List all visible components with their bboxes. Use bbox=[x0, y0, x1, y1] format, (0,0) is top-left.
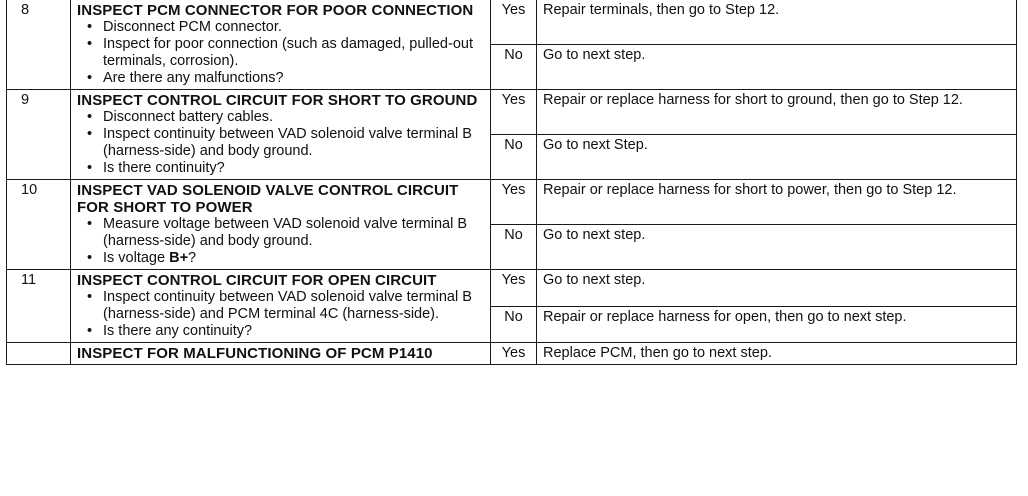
next-yes-action: Replace PCM, then go to next step. bbox=[537, 343, 1017, 365]
yes-action: Go to next step. bbox=[537, 270, 1017, 307]
step-title: INSPECT PCM CONNECTOR FOR POOR CONNECTION bbox=[77, 2, 474, 19]
no-label: No bbox=[491, 306, 537, 343]
no-action: Go to next step. bbox=[537, 45, 1017, 90]
yes-action: Repair terminals, then go to Step 12. bbox=[537, 0, 1017, 45]
step-number: 8 bbox=[7, 0, 71, 90]
bullet-item: • Disconnect PCM connector. bbox=[103, 19, 484, 36]
no-label: No bbox=[491, 45, 537, 90]
step-row-11 bbox=[7, 270, 1017, 307]
next-yes-label: Yes bbox=[491, 343, 537, 365]
step-bullets bbox=[77, 216, 484, 267]
step-title: INSPECT VAD SOLENOID VALVE CONTROL CIRCUIT FOR SHORT TO POWER bbox=[77, 182, 459, 216]
step-number: 9 bbox=[7, 90, 71, 180]
bullet-item: • Is there any continuity? bbox=[103, 323, 484, 340]
step-inspection-cell bbox=[71, 180, 491, 270]
yes-label: Yes bbox=[491, 0, 537, 45]
no-label: No bbox=[491, 225, 537, 270]
bullet-item bbox=[103, 250, 484, 267]
no-label: No bbox=[491, 135, 537, 180]
step-title: INSPECT CONTROL CIRCUIT FOR SHORT TO GROUND bbox=[77, 92, 478, 109]
no-action: Go to next step. bbox=[537, 225, 1017, 270]
step-bullets bbox=[77, 109, 484, 177]
bullet-text: Is voltage bbox=[103, 250, 170, 266]
yes-label: Yes bbox=[491, 90, 537, 135]
bullet-item: • Inspect continuity between VAD solenoid valve terminal B (harness-side) and PCM terminal 4C (harness-side). bbox=[103, 289, 484, 323]
bullet-item: • Inspect continuity between VAD solenoid valve terminal B (harness-side) and body ground. bbox=[103, 126, 484, 160]
step-row-10 bbox=[7, 180, 1017, 225]
step-number: 11 bbox=[7, 270, 71, 343]
yes-action: Repair or replace harness for short to power, then go to Step 12. bbox=[537, 180, 1017, 225]
step-bullets bbox=[77, 289, 484, 340]
yes-label: Yes bbox=[491, 180, 537, 225]
no-action: Repair or replace harness for open, then go to next step. bbox=[537, 306, 1017, 343]
yes-action: Repair or replace harness for short to ground, then go to Step 12. bbox=[537, 90, 1017, 135]
next-row-stub bbox=[7, 343, 1017, 365]
bullet-item: • Is there continuity? bbox=[103, 160, 484, 177]
step-number: 10 bbox=[7, 180, 71, 270]
step-bullets bbox=[77, 19, 484, 87]
step-title: INSPECT CONTROL CIRCUIT FOR OPEN CIRCUIT bbox=[77, 272, 437, 289]
yes-label: Yes bbox=[491, 270, 537, 307]
bullet-text: ? bbox=[188, 250, 197, 266]
bullet-item: • Disconnect battery cables. bbox=[103, 109, 484, 126]
no-action: Go to next Step. bbox=[537, 135, 1017, 180]
step-row-8 bbox=[7, 0, 1017, 45]
diagnostic-steps-table bbox=[6, 0, 1017, 365]
voltage-value: B+ bbox=[169, 250, 189, 266]
bullet-item: • Are there any malfunctions? bbox=[103, 70, 484, 87]
bullet-item: • Inspect for poor connection (such as damaged, pulled-out terminals, corrosion). bbox=[103, 36, 484, 70]
bullet-item: • Measure voltage between VAD solenoid valve terminal B (harness-side) and body ground. bbox=[103, 216, 484, 250]
step-row-9 bbox=[7, 90, 1017, 135]
next-step-title: INSPECT FOR MALFUNCTIONING OF PCM P1410 bbox=[77, 345, 433, 362]
step-inspection-cell bbox=[71, 270, 491, 343]
step-inspection-cell bbox=[71, 0, 491, 90]
step-inspection-cell bbox=[71, 90, 491, 180]
diagnostic-procedure-page bbox=[6, 0, 1016, 365]
